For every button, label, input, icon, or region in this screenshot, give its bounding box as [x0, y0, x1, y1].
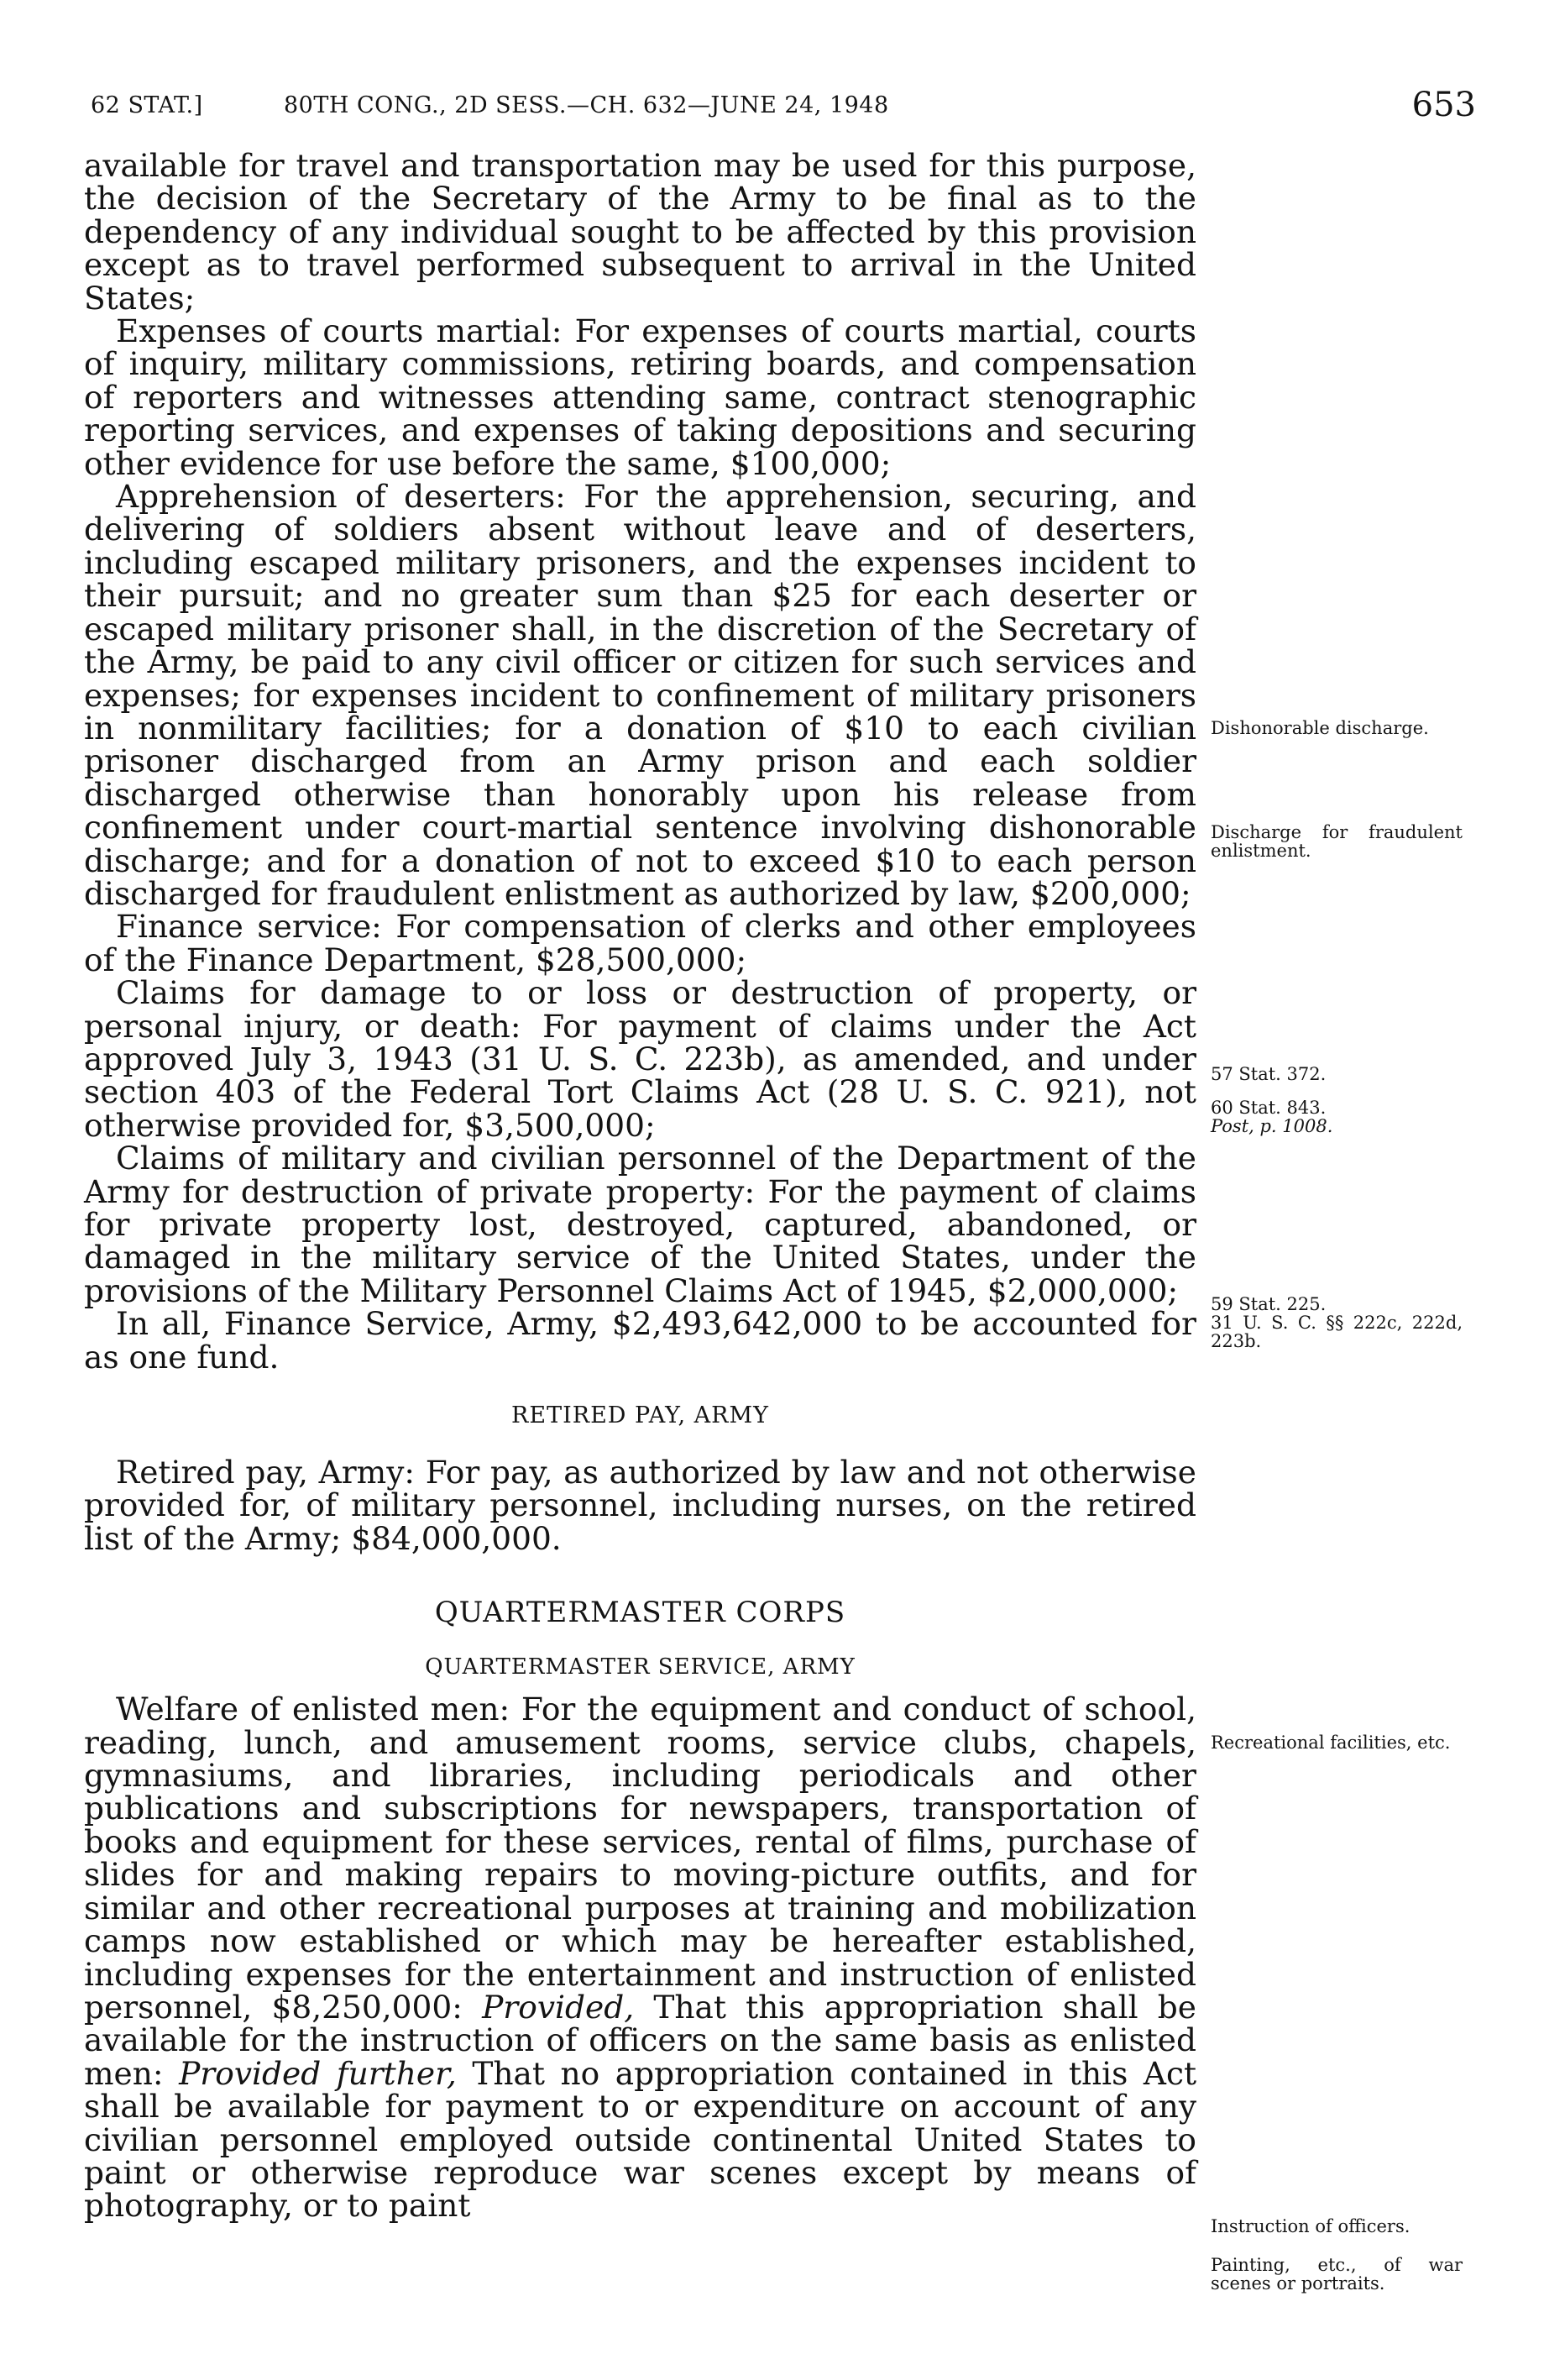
paragraph-finance-service: Finance service: For compensation of clerks and other employees of the Finance Department, $28,500,000;	[84, 908, 1196, 978]
paragraph-welfare-of-enlisted-men	[84, 1693, 1196, 2223]
margin-note-dishonorable-discharge: Dishonorable discharge.	[1211, 718, 1429, 738]
margin-note-painting-war-scenes: Painting, etc., of war scenes or portraits.	[1211, 2255, 1463, 2294]
welfare-text-part-c: That no appropriation contained in this Act shall be available for payment to or expenditure on account of any civilian personnel employed outside continental United States to paint or otherwise reproduce war scenes except by means of photography, or to paint	[84, 2054, 1197, 2225]
paragraph-retired-pay: Retired pay, Army: For pay, as authorized by law and not otherwise provided for, of military personnel, including nurses, on the retired list of the Army; $84,000,000.	[84, 1454, 1196, 1557]
heading-quartermaster-service-army: QUARTERMASTER SERVICE, ARMY	[425, 1654, 856, 1680]
margin-note-57-stat: 57 Stat. 372.	[1211, 1064, 1327, 1084]
proviso-provided-further: Provided further,	[179, 2054, 457, 2092]
paragraph-apprehension-of-deserters: Apprehension of deserters: For the apprehension, securing, and delivering of soldiers absent without leave and of deserters, including escaped military prisoners, and the expenses incident to their pursuit; and no greater sum than $25 for each deserter or escaped military prisoner shall, in the discretion of the Secretary of the Army, be paid to any civil officer or citizen for such services and expenses; for expenses incident to confinement of military prisoners in nonmilitary facilities; for a donation of $10 to each civilian prisoner discharged from an Army prison and each soldier discharged otherwise than honorably upon his release from confinement under court-martial sentence involving dishonorable discharge; and for a donation of not to exceed $10 to each person discharged for fraudulent enlistment as authorized by law, $200,000;	[84, 478, 1196, 912]
session-chapter-date: 80TH CONG., 2D SESS.—CH. 632—JUNE 24, 1948	[284, 92, 889, 118]
margin-note-instruction-of-officers: Instruction of officers.	[1211, 2216, 1411, 2236]
page-number: 653	[1411, 86, 1476, 124]
margin-note-31-usc: 31 U. S. C. §§ 222c, 222d, 223b.	[1211, 1313, 1463, 1351]
margin-note-59-stat: 59 Stat. 225.	[1211, 1294, 1327, 1314]
welfare-text-part-a: Welfare of enlisted men: For the equipment and conduct of school, reading, lunch, and amusement rooms, service clubs, chapels, gymnasiums, and libraries, including periodicals and other publications and subscriptions for newspapers, transportation of books and equipment for these services, rental of films, purchase of slides for and making repairs to moving-picture outfits, and for similar and other recreational purposes at training and mobilization camps now established or which may be hereafter established, including expenses for the entertainment and instruction of enlisted personnel, $8,250,000:	[84, 1691, 1196, 2026]
paragraph-courts-martial: Expenses of courts martial: For expenses of courts martial, courts of inquiry, military commissions, retiring boards, and compensation of reporters and witnesses attending same, contract stenographic reporting services, and expenses of taking depositions and securing other evidence for use before the same, $100,000;	[84, 312, 1196, 482]
heading-retired-pay-army: RETIRED PAY, ARMY	[511, 1402, 769, 1429]
margin-note-60-stat: 60 Stat. 843.	[1211, 1098, 1327, 1118]
welfare-text-part-b: That this appropriation shall be available for the instruction of officers on the same basis as enlisted men:	[84, 1988, 1196, 2092]
margin-note-post: Post, p. 1008.	[1211, 1116, 1333, 1136]
paragraph-travel-continuation: available for travel and transportation may be used for this purpose, the decision of the Secretary of the Army to be final as to the dependency of any individual sought to be affected by this provision except as to travel performed subsequent to arrival in the United States;	[84, 147, 1196, 317]
main-text-column	[84, 149, 1196, 2223]
paragraph-claims-for-damage: Claims for damage to or loss or destruction of property, or personal injury, or death: For payment of claims under the Act approved July 3, 1943 (31 U. S. C. 223b), as amended, and under section 403 of the Federal Tort Claims Act (28 U. S. C. 921), not otherwise provided for, $3,500,000;	[84, 974, 1196, 1144]
margin-note-fraudulent-enlistment: Discharge for fraudulent enlistment.	[1211, 822, 1463, 861]
paragraph-claims-military-personnel: Claims of military and civilian personnel of the Department of the Army for destruction of private property: For the payment of claims for private property lost, destroyed, captured, abandoned, or damaged in the military service of the United States, under the provisions of the Military Personnel Claims Act of 1945, $2,000,000;	[84, 1140, 1196, 1309]
margin-note-recreational-facilities: Recreational facilities, etc.	[1211, 1733, 1451, 1753]
paragraph-in-all-finance-service: In all, Finance Service, Army, $2,493,642,000 to be accounted for as one fund.	[84, 1305, 1196, 1376]
page-header	[91, 86, 1476, 133]
statute-volume: 62 STAT.]	[91, 92, 203, 118]
heading-quartermaster-corps: QUARTERMASTER CORPS	[434, 1596, 846, 1630]
proviso-provided: Provided,	[482, 1988, 635, 2026]
